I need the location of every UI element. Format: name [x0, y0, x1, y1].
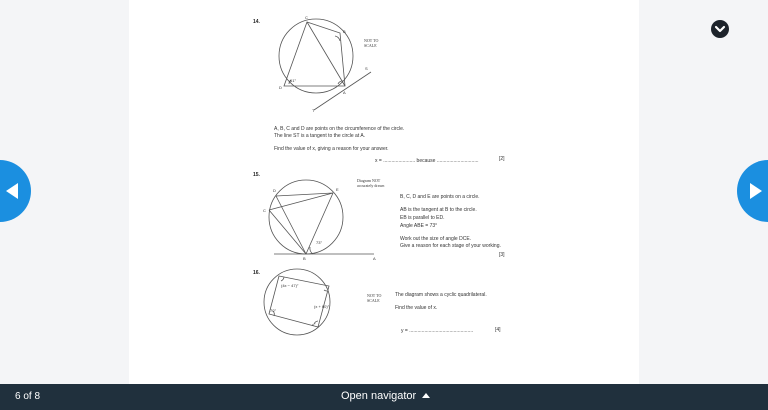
- q14-text-line2: The line ST is a tangent to the circle at A.: [274, 133, 366, 139]
- q15-number: 15.: [253, 172, 260, 178]
- q16-text-line2: Find the value of x.: [395, 305, 438, 311]
- q14-angle-label: 61°: [290, 78, 297, 83]
- q15-angle-label: 73°: [316, 240, 323, 245]
- previous-page-button[interactable]: [0, 160, 31, 222]
- q15-label-d: D: [273, 188, 276, 193]
- q16-not-to-scale-line1: NOT TO: [367, 293, 382, 298]
- q14-not-to-scale-line2: SCALE: [364, 43, 377, 48]
- q16-diagram: [264, 269, 330, 335]
- q16-marks: [4]: [495, 327, 501, 333]
- q15-label-b: B: [303, 256, 306, 261]
- next-page-button[interactable]: [737, 160, 768, 222]
- q16-number: 16.: [253, 270, 260, 276]
- q15-marks: [3]: [499, 252, 505, 258]
- q14-label-b: B: [343, 29, 346, 34]
- caret-up-icon: [422, 393, 430, 398]
- q14-label-d: D: [279, 85, 282, 90]
- q15-diagram-note-line1: Diagram NOT: [357, 178, 381, 183]
- q16-angle-label-2: (x + 60)°: [314, 304, 330, 309]
- q16-angle-label-3: 70°: [270, 308, 277, 313]
- geometry-diagrams: [129, 0, 639, 384]
- q14-label-s: S: [365, 66, 368, 71]
- q16-circle: [264, 269, 330, 335]
- open-navigator-button[interactable]: [341, 390, 430, 402]
- q15-label-c: C: [263, 208, 266, 213]
- q15-diagram-note-line2: accurately drawn: [357, 183, 385, 188]
- q16-angle-label-4: x°: [312, 322, 316, 327]
- q15-label-a: A: [373, 256, 376, 261]
- q15-text-line5: Work out the size of angle DCE.: [400, 236, 472, 242]
- q14-label-a: A: [343, 90, 346, 95]
- q15-text-line3: EB is parallel to ED.: [400, 215, 445, 221]
- q14-not-to-scale-line1: NOT TO: [364, 38, 379, 43]
- q14-answer-line: x = ....................... because ..............................: [375, 158, 479, 164]
- q15-text-line1: B, C, D and E are points on a circle.: [400, 194, 480, 200]
- q14-label-c: C: [305, 15, 308, 20]
- q14-marks: [2]: [499, 156, 505, 162]
- q14-quadrilateral: [284, 22, 345, 86]
- q14-text-line3: Find the value of x, giving a reason for your answer.: [274, 146, 389, 152]
- q15-label-e: E: [336, 187, 339, 192]
- page-menu-button[interactable]: [711, 20, 729, 38]
- chevron-left-icon: [6, 183, 18, 199]
- q16-angle-label-1: (4x − 47)°: [281, 283, 299, 288]
- document-page: [129, 0, 639, 384]
- q14-label-t: T: [312, 108, 315, 113]
- q14-number: 14.: [253, 19, 260, 25]
- q15-text-line2: AB is the tangent at B to the circle.: [400, 207, 477, 213]
- q15-text-line6: Give a reason for each stage of your working.: [400, 243, 501, 249]
- q14-text-line1: A, B, C and D are points on the circumference of the circle.: [274, 126, 405, 132]
- q14-diagram: [279, 19, 371, 110]
- q16-answer-line: y = ..............................................: [401, 328, 474, 334]
- open-navigator-label: Open navigator: [341, 390, 417, 402]
- q15-text-line4: Angle ABE = 73°: [400, 223, 438, 229]
- bottom-bar: [0, 384, 768, 410]
- q16-text-line1: The diagram shows a cyclic quadrilateral.: [395, 292, 487, 298]
- page-count: 6 of 8: [15, 391, 41, 402]
- q15-circle: [269, 180, 343, 254]
- chevron-down-icon: [711, 20, 729, 38]
- chevron-right-icon: [750, 183, 762, 199]
- q16-quadrilateral: [269, 276, 329, 327]
- q16-not-to-scale-line2: SCALE: [367, 298, 380, 303]
